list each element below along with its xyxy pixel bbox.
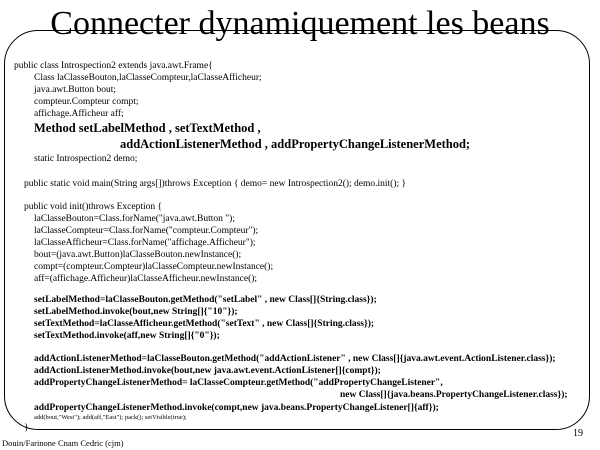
code-line-get-propertylistener: addPropertyChangeListenerMethod= laClasseCompteur.getMethod("addPropertyChangeListener", <box>34 378 443 388</box>
code-line-forname-button: laClasseBouton=Class.forName("java.awt.Button "); <box>34 214 235 224</box>
code-line-closing-brace: } <box>24 423 29 433</box>
code-line-method-fields-cont: addActionListenerMethod , addPropertyChangeListenerMethod; <box>120 137 471 151</box>
code-line-invoke-setlabel: setLabelMethod.invoke(bout,new String[]{"10"}); <box>34 307 238 317</box>
code-line-static-demo: static Introspection2 demo; <box>34 154 138 164</box>
code-line-display-field: affichage.Afficheur aff; <box>34 109 124 119</box>
code-line-invoke-propertylistener: addPropertyChangeListenerMethod.invoke(compt,new java.beans.PropertyChangeListener[]{aff}); <box>34 403 439 413</box>
code-line-forname-counter: laClasseCompteur=Class.forName("compteur.Compteur"); <box>34 226 259 236</box>
code-line-invoke-settext: setTextMethod.invoke(aff,new String[]{"0"}); <box>34 331 220 341</box>
code-line-add-components: add(bout,"West"); add(aff,"East"); pack(); setVisible(true); <box>34 414 187 421</box>
code-line-counter-field: compteur.Compteur compt; <box>34 97 139 107</box>
code-line-button-field: java.awt.Button bout; <box>34 85 117 95</box>
code-line-new-button: bout=(java.awt.Button)laClasseBouton.newInstance(); <box>34 250 242 260</box>
code-line-new-counter: compt=(compteur.Compteur)laClasseCompteur.newInstance(); <box>34 262 274 272</box>
code-line-method-fields: Method setLabelMethod , setTextMethod , <box>34 121 261 135</box>
code-line-get-setlabel: setLabelMethod=laClasseBouton.getMethod("setLabel" , new Class[]{String.class}); <box>34 295 377 305</box>
code-line-get-propertylistener-cont: new Class[]{java.beans.PropertyChangeListener.class}); <box>340 390 568 400</box>
code-line-invoke-actionlistener: addActionListenerMethod.invoke(bout,new java.awt.event.ActionListener[]{compt}); <box>34 366 381 376</box>
page-number: 19 <box>573 428 583 439</box>
code-line-main-method: public static void main(String args[])throws Exception { demo= new Introspection2(); demo.init(); } <box>24 179 407 189</box>
code-line-init-method: public void init()throws Exception { <box>24 202 163 212</box>
code-line-get-settext: setTextMethod=laClasseAfficheur.getMethod("setText" , new Class[]{String.class}); <box>34 319 375 329</box>
footer-author: Douin/Farinone Cnam Cedric (cjm) <box>2 438 124 448</box>
code-line-class-declaration: public class Introspection2 extends java.awt.Frame{ <box>14 61 213 71</box>
slide-title: Connecter dynamiquement les beans <box>50 5 550 42</box>
code-line-class-fields: Class laClasseBouton,laClasseCompteur,laClasseAfficheur; <box>34 73 262 83</box>
code-line-new-display: aff=(affichage.Afficheur)laClasseAfficheur.newInstance(); <box>34 274 258 284</box>
code-line-forname-display: laClasseAfficheur=Class.forName("affichage.Afficheur"); <box>34 238 256 248</box>
code-line-get-actionlistener: addActionListenerMethod=laClasseBouton.getMethod("addActionListener" , new Class[]{java.awt.event.ActionListener.class}); <box>34 354 556 364</box>
